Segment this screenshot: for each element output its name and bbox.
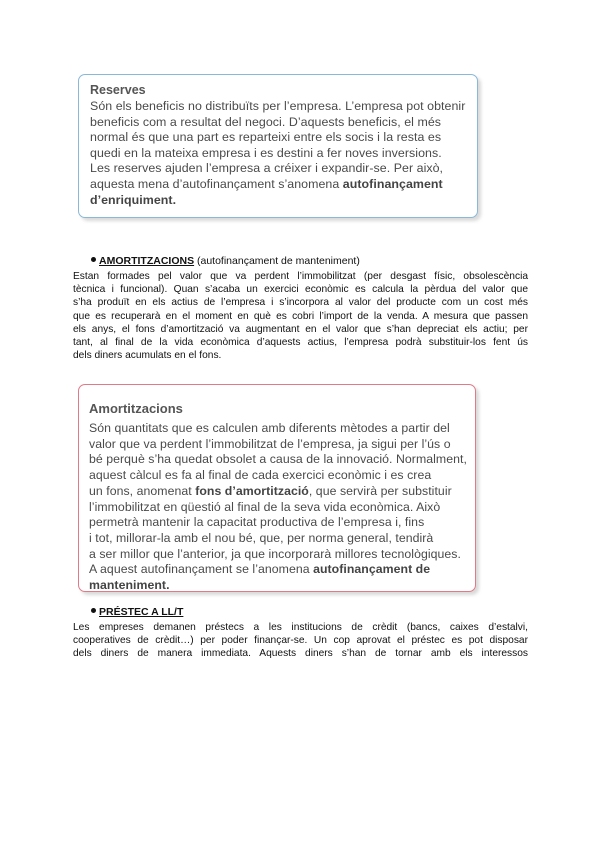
amort-line: aquest càlcul es fa al final de cada exercici econòmic i es crea: [89, 468, 432, 483]
amort-line: permetrà mantenir la capacitat productiva de l’empresa i, fins: [89, 515, 425, 530]
bullet-icon: [91, 608, 96, 613]
bold-term: autofinançament de: [313, 562, 431, 577]
bullet-icon: [91, 257, 96, 262]
paragraph-line: cooperatives de crèdit…) per poder finançar-se. Un cop aprovat el préstec es pot disposar: [73, 635, 528, 647]
amortitzacions-title: Amortitzacions: [89, 401, 183, 416]
heading-subtitle: (autofinançament de manteniment): [194, 255, 360, 267]
amort-line: i tot, millorar-la amb el nou bé, que, per norma general, tendirà: [89, 530, 434, 545]
heading-label: AMORTITZACIONS: [99, 255, 195, 267]
amort-line: valor que va perdent l’immobilitzat de l’empresa, ja sigui per l’ús o: [89, 436, 451, 451]
amortitzacions-box: [78, 384, 476, 592]
bold-term: d’enriquiment.: [90, 192, 177, 207]
prestec-heading: [91, 606, 183, 618]
amort-line: A aquest autofinançament se l’anomena autofinançament de: [89, 562, 431, 577]
bold-term: autofinançament: [342, 176, 443, 191]
paragraph-line: dels diners de manera immediata. Aquests diners s’han de tornar amb els interessos: [73, 648, 528, 660]
paragraph-line: s’ha produït en els actius de l’empresa i s’incorpora al valor del producte com un cost més: [73, 297, 528, 309]
bold-term: fons d’amortització: [195, 483, 309, 498]
heading-label: PRÉSTEC A LL/T: [99, 606, 184, 618]
amort-line: un fons, anomenat fons d’amortització, que servirà per substituir: [89, 483, 452, 498]
paragraph-line: que es recuperarà en el moment en què es cobri l’import de la venda. A mesura que passen: [73, 310, 528, 322]
prestec-paragraph: [73, 621, 528, 661]
reserves-line: [90, 193, 467, 209]
paragraph-line: Les empreses demanen préstecs a les institucions de crèdit (bancs, caixes d’estalvi,: [73, 622, 528, 633]
paragraph-line: tant, al final de la vida econòmica d’aquests actius, l’empresa podrà substituir-los fent ús: [73, 337, 528, 349]
paragraph-line: tècnica i funcional). Quan s’acaba un exercici econòmic es calcula la pèrdua del valor que: [73, 284, 528, 296]
paragraph-line: dels diners acumulats en el fons.: [73, 350, 222, 362]
reserves-line: Les reserves ajuden l’empresa a créixer i expandir-se. Per això,: [90, 161, 444, 176]
reserves-line: aquesta mena d’autofinançament s’anomena autofinançament: [90, 176, 443, 191]
reserves-line: Són els beneficis no distribuïts per l’empresa. L’empresa pot obtenir: [90, 99, 466, 113]
amort-line: l’immobilitzat en qüestió al final de la seva vida econòmica. Això: [89, 499, 441, 514]
paragraph-line: Estan formades pel valor que va perdent l’immobilitzat (per desgast físic, obsolescència: [73, 271, 528, 282]
amort-line: a ser millor que l’anterior, ja que incorporarà millores tecnològiques.: [89, 546, 461, 561]
reserves-line: normal és que una part es reparteixi entre els socis i la resta es: [90, 130, 442, 145]
paragraph-line: els anys, el fons d’amortització va augmentant en el valor que s’han depreciat els actiu; per: [73, 323, 528, 335]
reserves-line: beneficis com a resultat del negoci. D’aquests beneficis, el més: [90, 114, 442, 129]
reserves-title: Reserves: [90, 83, 146, 97]
amortitzacions-heading: [91, 255, 360, 267]
amort-line: Són quantitats que es calculen amb diferents mètodes a partir del: [89, 421, 450, 435]
amortitzacions-paragraph: [73, 270, 528, 362]
reserves-line: quedi en la mateixa empresa i es destini a fer noves inversions.: [90, 145, 442, 160]
reserves-box: [78, 74, 478, 218]
amort-line: bé perquè s’ha quedat obsolet a causa de la innovació. Normalment,: [89, 452, 467, 467]
amort-line: [89, 578, 465, 594]
bold-term: manteniment.: [89, 578, 170, 593]
